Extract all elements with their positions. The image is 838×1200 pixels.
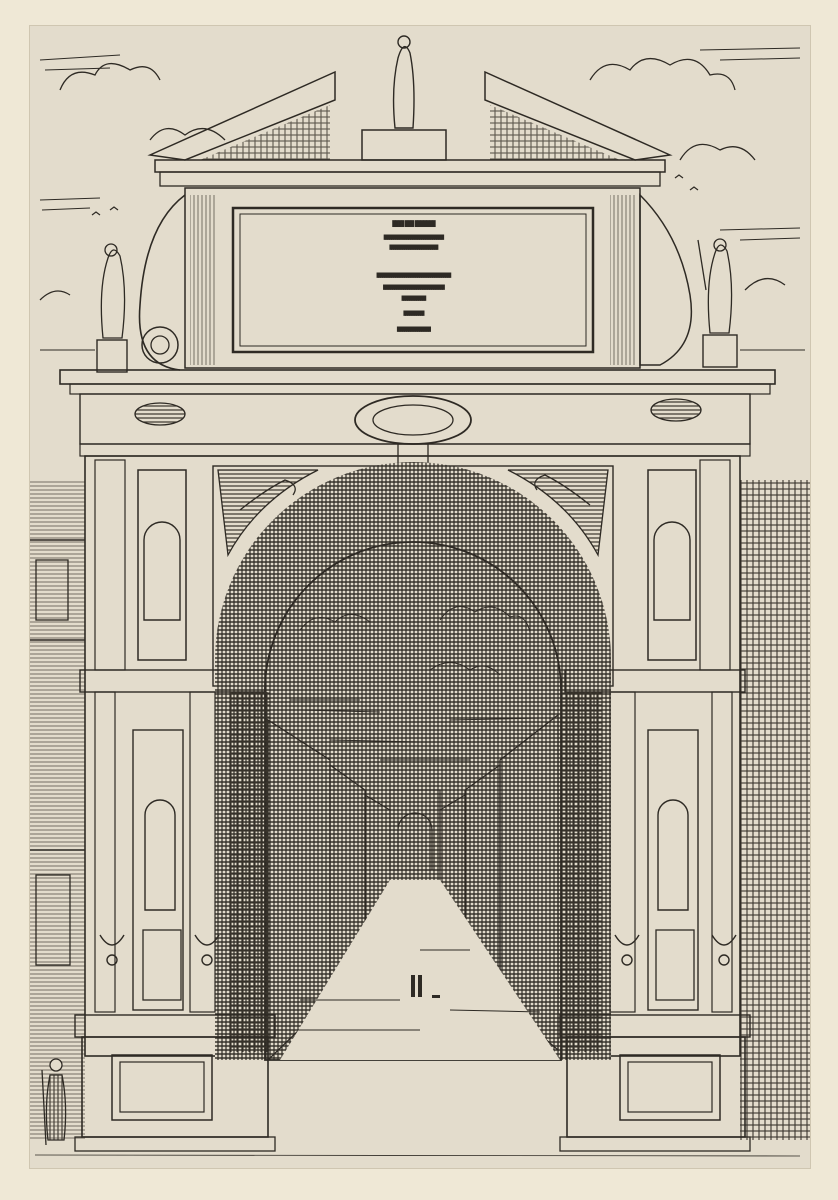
central-statue (362, 36, 446, 160)
ground (35, 1155, 800, 1156)
inscription-line: ▮▮▮▮▮▮▮▮▮▮▮▮▮▮▮▮▮▮▮▮▮▮▮▮▮▮▮▮▮▮▮▮▮▮▮▮▮▮▮▮ (375, 271, 451, 279)
inscription-line: ▮▮▮▮▮▮▮▮▮▮▮▮▮▮▮▮▮▮ (396, 325, 430, 333)
sky-clouds (40, 48, 805, 350)
etching-plate (30, 26, 810, 1168)
left-side-building (30, 480, 85, 1140)
broken-pediment (150, 72, 670, 186)
inscription-line: ▮▮▮▮▮▮▮▮▮▮▮ (402, 309, 424, 317)
inscription-line: ▮▮▮▮▮▮▮▮▮▮▮▮▮▮▮▮▮▮▮▮▮▮▮▮▮▮ (388, 243, 438, 251)
attic (140, 188, 692, 370)
left-side-statue (97, 244, 127, 372)
frieze-medallions (135, 399, 701, 425)
triumphal-arch-etching (30, 26, 810, 1168)
inscription-line: ▮▮▮▮ ▮▮▮ ▮▮▮▮▮▮▮ (391, 219, 435, 229)
inscription-line: ▮▮▮▮▮▮ ▮▮▮ ▮▮▮▮▮▮▮▮▮▮▮▮▮▮▮▮▮▮▮▮▮▮▮ (383, 233, 443, 241)
right-side-statue (698, 239, 737, 367)
inscription-text (376, 219, 452, 333)
right-pier (562, 460, 745, 1052)
inscription-line: ▮▮▮▮▮▮▮▮▮▮▮▮▮ (400, 294, 426, 302)
inscription-line: ▮▮▮▮▮▮▮▮▮▮▮▮▮▮▮▮▮▮▮▮▮▮▮▮▮▮▮▮▮▮▮▮▮ (382, 283, 444, 291)
right-side-building (740, 480, 810, 1140)
